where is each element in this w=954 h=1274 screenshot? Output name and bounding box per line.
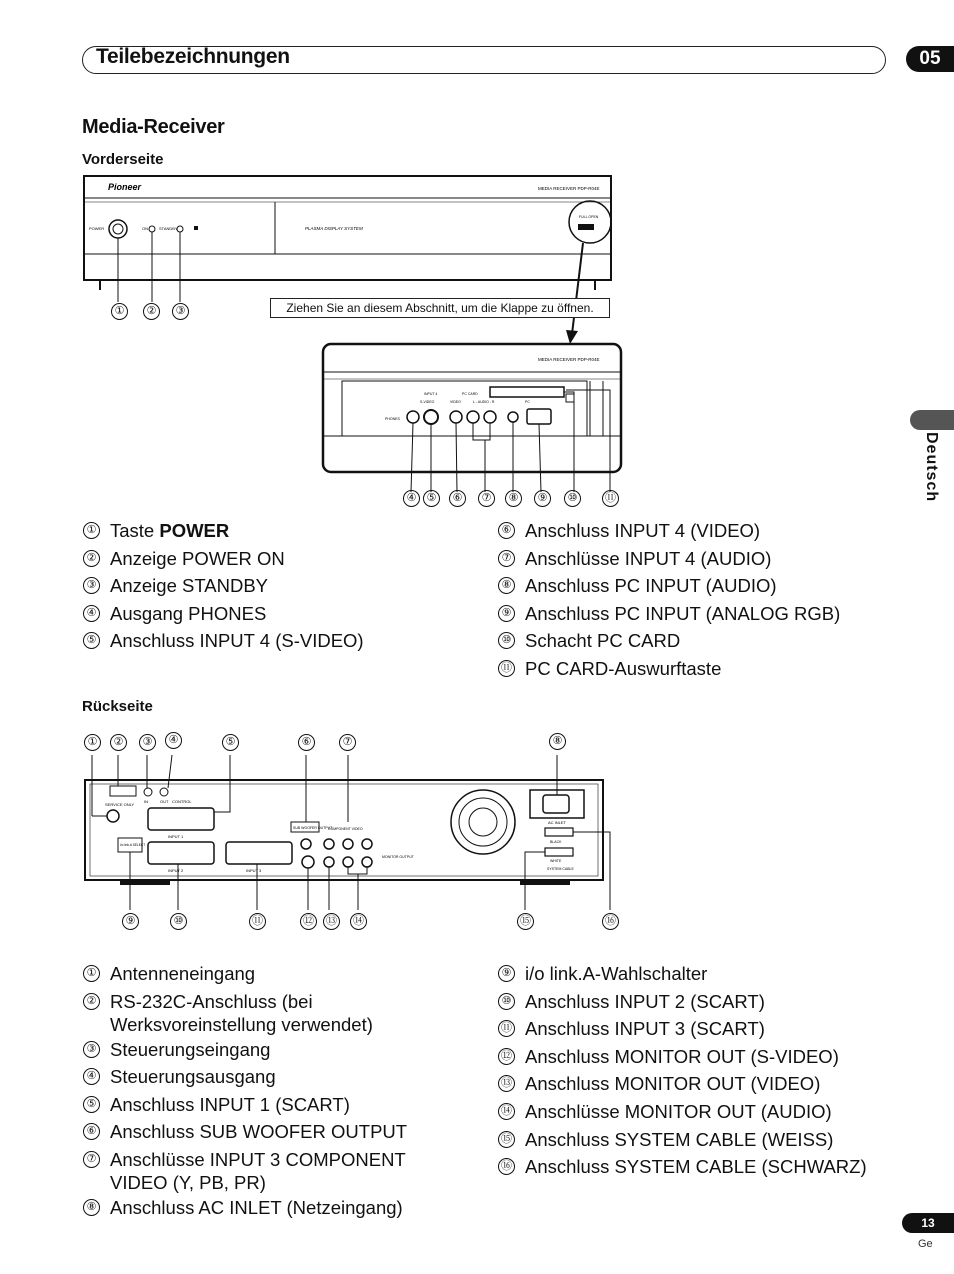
item-text: Anschluss MONITOR OUT (VIDEO)	[525, 1073, 821, 1095]
rear-callout-10: ⑩	[170, 913, 187, 930]
system-cable-label: SYSTEM CABLE	[547, 867, 574, 871]
list-item	[497, 1153, 917, 1181]
input4-label: INPUT 4	[424, 392, 438, 396]
section-title: Media-Receiver	[82, 116, 225, 138]
item-number: ⑦	[83, 1151, 100, 1168]
front-callout-7: ⑦	[478, 490, 495, 507]
language-tab	[908, 432, 954, 512]
list-item	[497, 655, 917, 683]
list-item	[497, 1126, 917, 1154]
list-item	[82, 1063, 442, 1091]
front-list-left	[82, 517, 482, 655]
rear-callout-8: ⑧	[549, 733, 566, 750]
item-number: ②	[83, 550, 100, 567]
rear-list-left	[82, 960, 442, 1222]
in-label: IN	[144, 799, 148, 804]
list-item	[497, 517, 917, 545]
list-item	[497, 545, 917, 573]
item-text: Anschluss INPUT 1 (SCART)	[110, 1093, 350, 1115]
item-text: Anzeige STANDBY	[110, 575, 268, 597]
item-text: Anschluss INPUT 4 (VIDEO)	[525, 520, 761, 541]
svideo-label: S-VIDEO	[420, 400, 435, 404]
rear-callout-16: ⑯	[602, 913, 619, 930]
item-text: i/o link.A-Wahlschalter	[525, 963, 708, 984]
item-number: ⑩	[498, 632, 515, 649]
list-item	[497, 1070, 917, 1098]
input2-label: INPUT 2	[168, 868, 184, 873]
flap-caption: Ziehen Sie an diesem Abschnitt, um die Klappe zu öffnen.	[270, 298, 610, 318]
item-text: Anschluss INPUT 3 (SCART)	[525, 1018, 765, 1040]
language-tab-marker	[910, 410, 954, 430]
item-text: Taste	[110, 520, 160, 541]
video-label: VIDEO	[450, 400, 461, 404]
item-text: Schacht PC CARD	[525, 630, 681, 652]
list-item	[497, 1098, 917, 1126]
list-item	[82, 1194, 442, 1222]
page-title: Teilebezeichnungen	[96, 45, 290, 68]
list-item	[82, 545, 482, 573]
item-text: Steuerungseingang	[110, 1038, 271, 1060]
list-item	[82, 517, 482, 545]
page-number: 13	[902, 1213, 954, 1233]
list-item	[82, 572, 482, 600]
item-number: ④	[83, 1068, 100, 1085]
audio-label: L - AUDIO - R	[473, 400, 495, 404]
front-callout-5: ⑤	[423, 490, 440, 507]
pc-label: PC	[525, 400, 530, 404]
standby-label: STANDBY	[159, 226, 178, 231]
item-number: ⑦	[498, 550, 515, 567]
front-callout-10: ⑩	[564, 490, 581, 507]
front-panel-diagram	[80, 174, 640, 504]
black-label: BLACK	[550, 840, 562, 844]
on-label: ON	[142, 226, 148, 231]
item-text: Anzeige POWER ON	[110, 547, 285, 569]
list-item	[497, 572, 917, 600]
item-number: ⑧	[498, 577, 515, 594]
item-text: Anschluss INPUT 4 (S-VIDEO)	[110, 630, 364, 652]
list-item	[497, 600, 917, 628]
item-text: Anschluss MONITOR OUT (S-VIDEO)	[525, 1045, 839, 1067]
control-label: CONTROL	[172, 799, 192, 804]
front-callout-9: ⑨	[534, 490, 551, 507]
power-label: POWER	[89, 226, 105, 231]
item-number: ⑤	[83, 1096, 100, 1113]
item-text: Anschluss SUB WOOFER OUTPUT	[110, 1121, 408, 1143]
item-number: ⑭	[498, 1103, 515, 1120]
item-text: Ausgang PHONES	[110, 602, 267, 624]
rear-callout-13: ⑬	[323, 913, 340, 930]
list-item	[82, 988, 442, 1036]
item-text: Anschluss INPUT 2 (SCART)	[525, 990, 765, 1012]
rear-callout-12: ⑫	[300, 913, 317, 930]
front-list-right	[497, 517, 917, 683]
rear-subtitle: Rückseite	[82, 698, 153, 715]
item-text: Antenneneingang	[110, 963, 256, 984]
list-item	[82, 1118, 442, 1146]
item-number: ③	[83, 577, 100, 594]
item-number: ⑧	[83, 1199, 100, 1216]
item-text: Anschlüsse MONITOR OUT (AUDIO)	[525, 1100, 832, 1122]
component-label: COMPONENT VIDEO	[328, 827, 363, 831]
front-callout-1: ①	[111, 303, 128, 320]
page-language-code: Ge	[918, 1238, 933, 1250]
item-text: Steuerungsausgang	[110, 1066, 276, 1088]
list-item	[497, 988, 917, 1016]
list-item	[82, 600, 482, 628]
rear-callout-7: ⑦	[339, 734, 356, 751]
full-open-label: FULL OPEN	[579, 215, 599, 219]
item-text: Anschluss PC INPUT (AUDIO)	[525, 575, 777, 597]
list-item	[497, 1043, 917, 1071]
item-number: ⑪	[498, 660, 515, 677]
front-callout-11: ⑪	[602, 490, 619, 507]
rear-callout-5: ⑤	[222, 734, 239, 751]
front-callout-6: ⑥	[449, 490, 466, 507]
input1-label: INPUT 1	[168, 834, 184, 839]
item-number: ⑪	[498, 1020, 515, 1037]
rear-callout-6: ⑥	[298, 734, 315, 751]
chapter-badge: 05	[906, 46, 954, 72]
rear-callout-15: ⑮	[517, 913, 534, 930]
item-text: Anschluss SYSTEM CABLE (SCHWARZ)	[525, 1156, 867, 1178]
item-number: ①	[83, 965, 100, 982]
rear-callout-4: ④	[165, 732, 182, 749]
front-callout-3: ③	[172, 303, 189, 320]
item-number: ③	[83, 1041, 100, 1058]
item-text: Anschlüsse INPUT 3 COMPONENT VIDEO (Y, PB, PR)	[110, 1148, 406, 1193]
item-number: ⑥	[498, 522, 515, 539]
rear-panel-diagram	[80, 750, 620, 910]
pc-card-label: PC CARD	[462, 392, 478, 396]
list-item	[82, 627, 482, 655]
item-number: ②	[83, 993, 100, 1010]
list-item	[82, 1091, 442, 1119]
item-number: ①	[83, 522, 100, 539]
list-item	[82, 1146, 442, 1194]
rear-list-right	[497, 960, 917, 1181]
language-label: Deutsch	[923, 432, 940, 503]
front-subtitle: Vorderseite	[82, 151, 164, 168]
item-number: ⑨	[498, 605, 515, 622]
item-text: Anschluss PC INPUT (ANALOG RGB)	[525, 602, 841, 624]
item-number: ④	[83, 605, 100, 622]
ac-inlet-label: AC INLET	[548, 820, 567, 825]
rear-callout-3: ③	[139, 734, 156, 751]
front-callout-2: ②	[143, 303, 160, 320]
front-callout-4: ④	[403, 490, 420, 507]
item-text: RS-232C-Anschluss (bei Werksvoreinstellung verwendet)	[110, 990, 373, 1035]
brand-logo: Pioneer	[108, 182, 142, 192]
list-item	[497, 960, 917, 988]
item-text: Anschluss SYSTEM CABLE (WEISS)	[525, 1128, 834, 1150]
model-label: MEDIA RECEIVER PDP-R04E	[538, 186, 600, 191]
list-item	[497, 1015, 917, 1043]
item-number: ⑬	[498, 1075, 515, 1092]
service-label: SERVICE ONLY	[105, 802, 135, 807]
item-number: ⑮	[498, 1131, 515, 1148]
rear-callout-2: ②	[110, 734, 127, 751]
item-text: Anschlüsse INPUT 4 (AUDIO)	[525, 547, 772, 569]
out-label: OUT	[160, 799, 169, 804]
item-number: ⑫	[498, 1048, 515, 1065]
system-label: PLASMA DISPLAY SYSTEM	[305, 226, 363, 231]
item-number: ⑥	[83, 1123, 100, 1140]
list-item	[82, 1036, 442, 1064]
closeup-model-label: MEDIA RECEIVER PDP-R04E	[538, 357, 600, 362]
rear-callout-11: ⑪	[249, 913, 266, 930]
front-callout-8: ⑧	[505, 490, 522, 507]
flap-closeup	[323, 344, 621, 472]
item-number: ⑤	[83, 632, 100, 649]
rear-callout-14: ⑭	[350, 913, 367, 930]
item-text-bold: POWER	[159, 520, 230, 541]
rear-callout-9: ⑨	[122, 913, 139, 930]
input3-label: INPUT 3	[246, 868, 262, 873]
item-number: ⑯	[498, 1158, 515, 1175]
item-number: ⑨	[498, 965, 515, 982]
subwoofer-label: SUB WOOFER OUTPUT	[293, 826, 333, 830]
white-label: WHITE	[550, 859, 562, 863]
list-item	[82, 960, 442, 988]
item-text: Anschluss AC INLET (Netzeingang)	[110, 1196, 403, 1218]
phones-label: PHONES	[385, 417, 400, 421]
list-item	[497, 627, 917, 655]
monitor-label: MONITOR OUTPUT	[382, 855, 414, 859]
item-text: PC CARD-Auswurftaste	[525, 657, 722, 679]
rear-callout-1: ①	[84, 734, 101, 751]
iolink-label: i/o link.A SELECT	[120, 843, 146, 847]
item-number: ⑩	[498, 993, 515, 1010]
